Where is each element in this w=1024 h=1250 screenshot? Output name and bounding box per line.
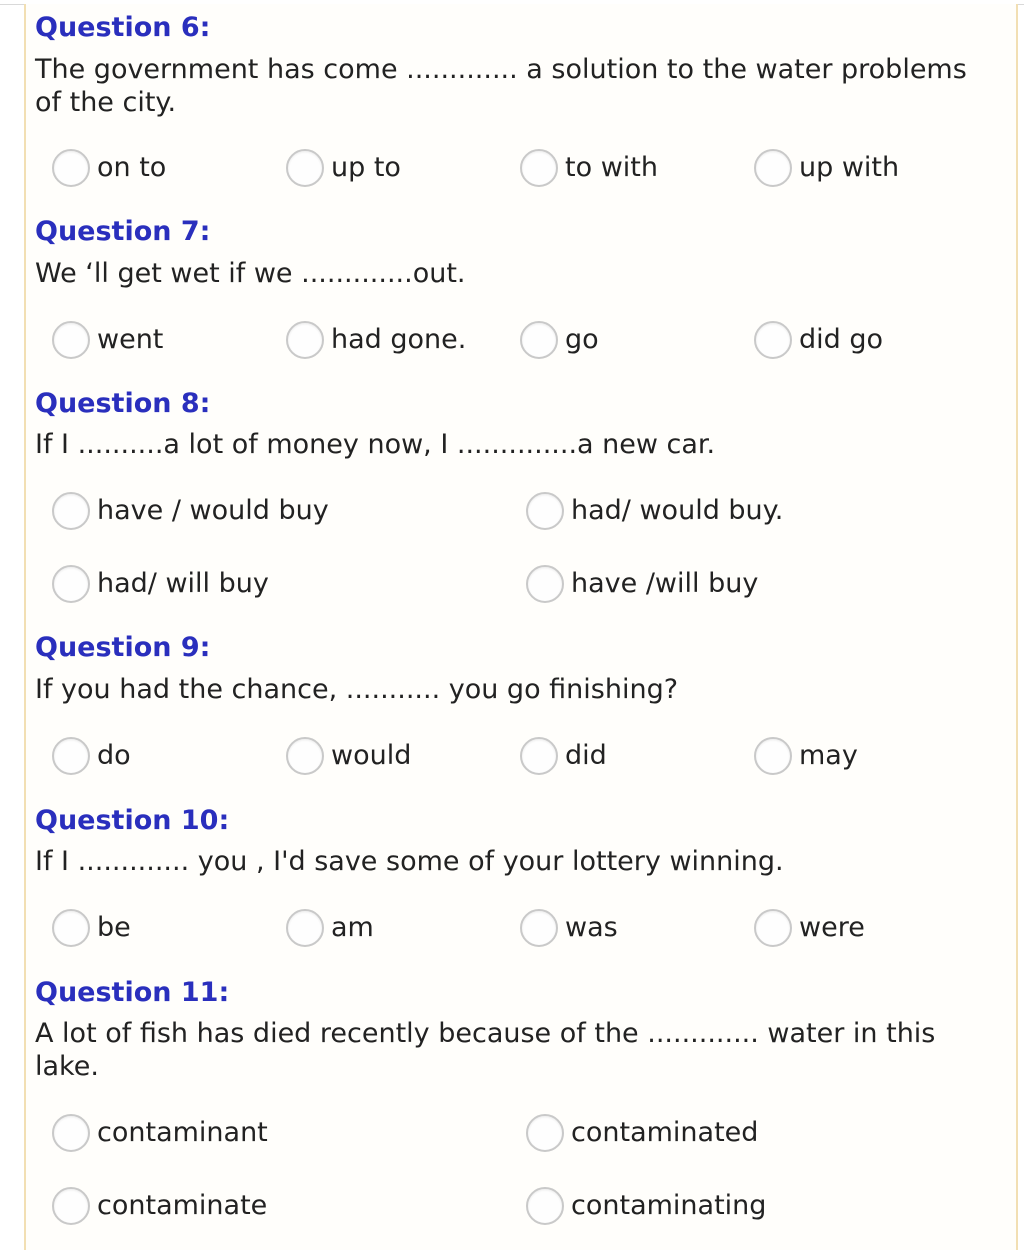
question-text: A lot of fish has died recently because of the ............. water in this lake. bbox=[35, 1018, 936, 1082]
option-label: contaminating bbox=[571, 1190, 767, 1221]
answer-option[interactable] bbox=[286, 907, 374, 949]
answer-option[interactable] bbox=[526, 563, 758, 605]
answer-option[interactable] bbox=[52, 735, 131, 777]
question-title: Question 7: bbox=[35, 216, 211, 247]
answer-option[interactable] bbox=[754, 319, 883, 361]
option-label: may bbox=[799, 740, 858, 771]
question-text: If you had the chance, ........... you go finishing? bbox=[35, 674, 679, 705]
answer-option[interactable] bbox=[52, 1185, 267, 1227]
answer-option[interactable] bbox=[754, 907, 865, 949]
radio-button[interactable] bbox=[526, 1114, 564, 1152]
question-title: Question 9: bbox=[35, 632, 211, 663]
option-label: be bbox=[97, 912, 131, 943]
radio-button[interactable] bbox=[520, 737, 558, 775]
radio-button[interactable] bbox=[52, 1187, 90, 1225]
radio-button[interactable] bbox=[526, 492, 564, 530]
option-label: went bbox=[97, 324, 164, 355]
option-label: were bbox=[799, 912, 865, 943]
question-title: Question 8: bbox=[35, 388, 211, 419]
answer-option[interactable] bbox=[526, 1185, 766, 1227]
radio-button[interactable] bbox=[52, 492, 90, 530]
answer-option[interactable] bbox=[754, 735, 858, 777]
radio-button[interactable] bbox=[286, 737, 324, 775]
question-text: We ‘ll get wet if we .............out. bbox=[35, 258, 466, 289]
option-label: contaminate bbox=[97, 1190, 268, 1221]
answer-option[interactable] bbox=[526, 490, 783, 532]
option-label: have / would buy bbox=[97, 495, 329, 526]
question-title: Question 11: bbox=[35, 977, 230, 1008]
option-label: contaminant bbox=[97, 1117, 268, 1148]
answer-option[interactable] bbox=[52, 563, 269, 605]
option-label: go bbox=[565, 324, 599, 355]
answer-option[interactable] bbox=[286, 735, 411, 777]
question-text: The government has come ............. a solution to the water problems of the city. bbox=[35, 54, 967, 118]
answer-option[interactable] bbox=[520, 907, 618, 949]
answer-option[interactable] bbox=[754, 147, 899, 189]
radio-button[interactable] bbox=[52, 909, 90, 947]
option-label: have /will buy bbox=[571, 568, 759, 599]
radio-button[interactable] bbox=[52, 321, 90, 359]
option-label: do bbox=[97, 740, 131, 771]
radio-button[interactable] bbox=[520, 321, 558, 359]
radio-button[interactable] bbox=[754, 321, 792, 359]
question-text: If I ..........a lot of money now, I ..............a new car. bbox=[35, 429, 716, 460]
radio-button[interactable] bbox=[52, 1114, 90, 1152]
option-label: did go bbox=[799, 324, 884, 355]
radio-button[interactable] bbox=[52, 565, 90, 603]
option-label: up with bbox=[799, 152, 900, 183]
radio-button[interactable] bbox=[520, 149, 558, 187]
radio-button[interactable] bbox=[526, 1187, 564, 1225]
radio-button[interactable] bbox=[286, 321, 324, 359]
answer-option[interactable] bbox=[52, 907, 131, 949]
question-title: Question 6: bbox=[35, 12, 211, 43]
option-label: did bbox=[565, 740, 607, 771]
answer-option[interactable] bbox=[286, 147, 401, 189]
answer-option[interactable] bbox=[52, 490, 329, 532]
option-label: would bbox=[331, 740, 412, 771]
answer-option[interactable] bbox=[520, 147, 658, 189]
answer-option[interactable] bbox=[520, 735, 607, 777]
radio-button[interactable] bbox=[754, 737, 792, 775]
answer-option[interactable] bbox=[52, 319, 163, 361]
question-text: If I ............. you , I'd save some of your lottery winning. bbox=[35, 846, 784, 877]
answer-option[interactable] bbox=[520, 319, 599, 361]
radio-button[interactable] bbox=[286, 909, 324, 947]
radio-button[interactable] bbox=[526, 565, 564, 603]
option-label: had/ will buy bbox=[97, 568, 269, 599]
radio-button[interactable] bbox=[286, 149, 324, 187]
radio-button[interactable] bbox=[520, 909, 558, 947]
option-label: had gone. bbox=[331, 324, 467, 355]
option-label: up to bbox=[331, 152, 401, 183]
answer-option[interactable] bbox=[286, 319, 466, 361]
question-title: Question 10: bbox=[35, 805, 230, 836]
option-label: on to bbox=[97, 152, 167, 183]
radio-button[interactable] bbox=[754, 149, 792, 187]
option-label: contaminated bbox=[571, 1117, 759, 1148]
option-label: had/ would buy. bbox=[571, 495, 784, 526]
option-label: was bbox=[565, 912, 618, 943]
radio-button[interactable] bbox=[754, 909, 792, 947]
option-label: to with bbox=[565, 152, 658, 183]
radio-button[interactable] bbox=[52, 737, 90, 775]
option-label: am bbox=[331, 912, 374, 943]
answer-option[interactable] bbox=[526, 1112, 758, 1154]
answer-option[interactable] bbox=[52, 147, 166, 189]
answer-option[interactable] bbox=[52, 1112, 268, 1154]
radio-button[interactable] bbox=[52, 149, 90, 187]
